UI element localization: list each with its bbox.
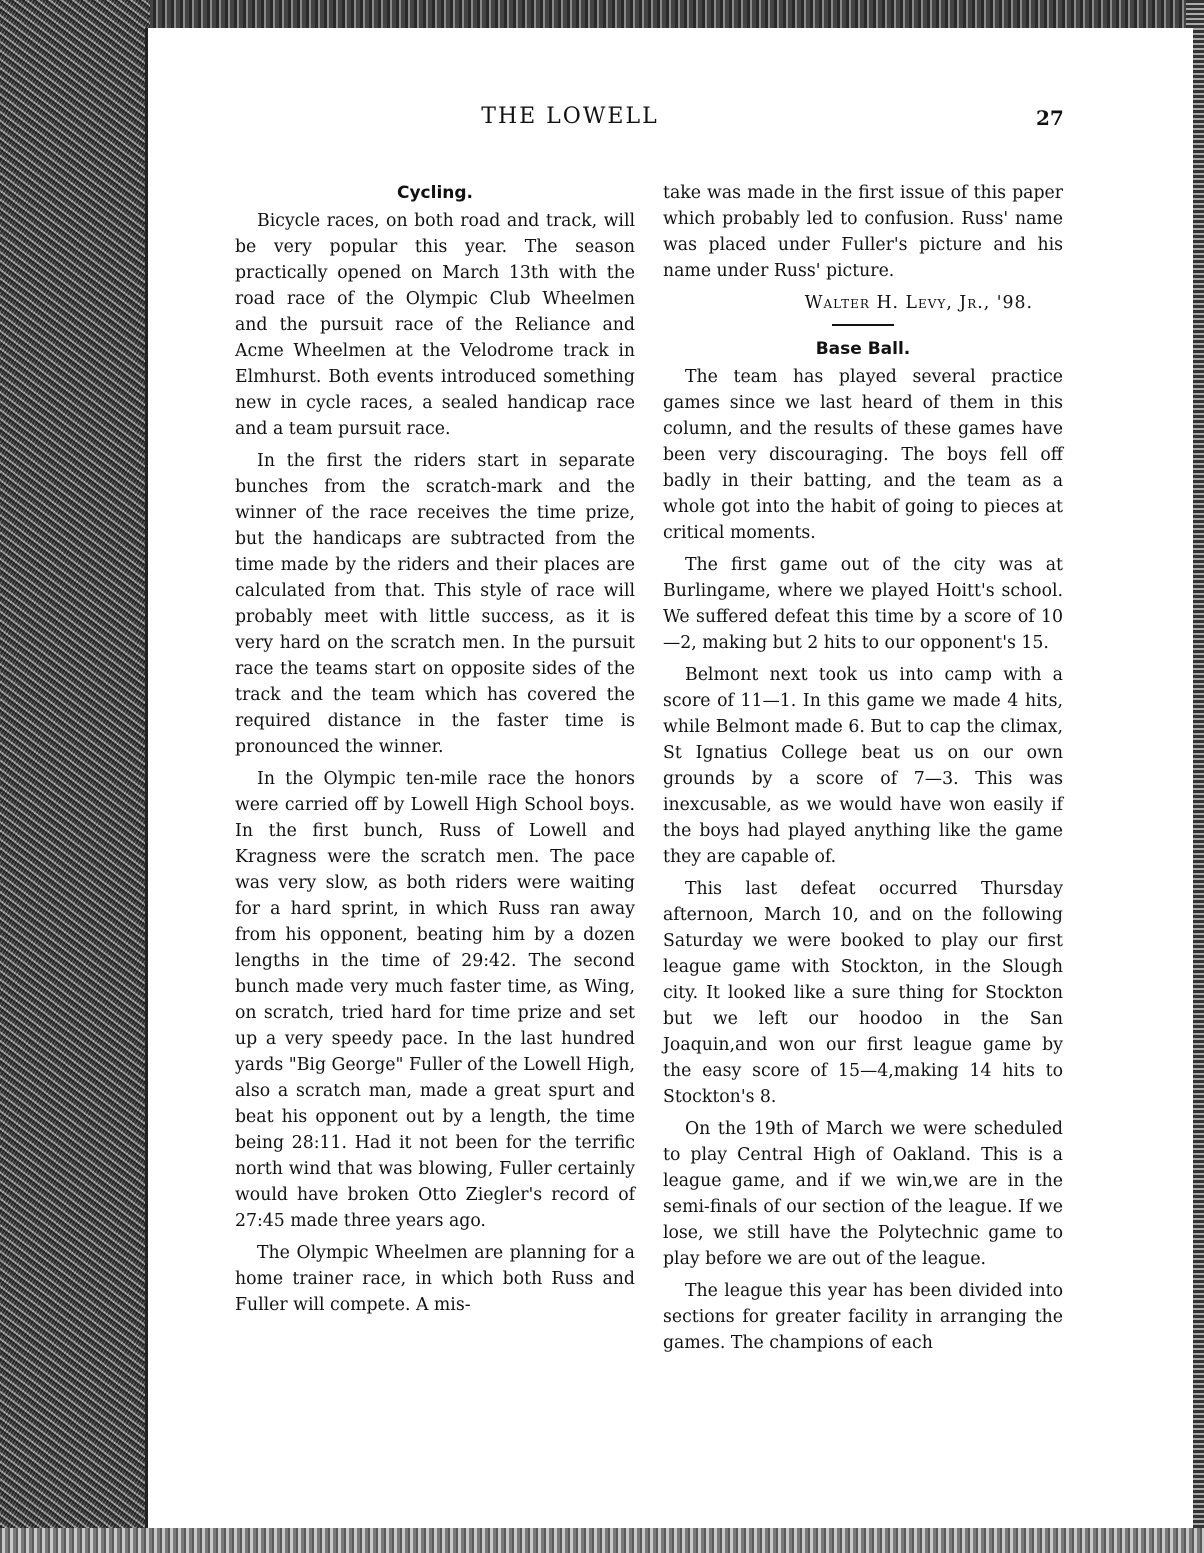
author-signature: Walter H. Levy, Jr., '98. (804, 293, 1033, 313)
cycling-continuation: take was made in the first issue of this paper which probably led to confusion. Russ' name was placed under Fuller's picture and his name under Russ' picture. (663, 183, 1063, 281)
scan-border-top (0, 0, 1204, 30)
baseball-paragraph-6: The league this year has been divided into sections for greater facility in arranging the games. The champions of each (663, 1281, 1063, 1353)
running-header-title: THE LOWELL (481, 104, 659, 129)
page-number: 27 (1036, 106, 1064, 130)
baseball-paragraph-5: On the 19th of March we were scheduled to play Central High of Oakland. This is a league game, and if we win,we are in the semi-finals of our section of the league. If we lose, we still have the Polytechnic game to play before we are out of the league. (663, 1119, 1063, 1269)
baseball-paragraph-2: The first game out of the city was at Burlingame, where we played Hoitt's school. We suffered defeat this time by a score of 10—2, making but 2 hits to our opponent's 15. (663, 555, 1063, 653)
scan-edge-left (0, 0, 150, 1553)
cycling-paragraph-2: In the first the riders start in separate bunches from the scratch-mark and the winner of the race receives the time prize, but the handicaps are subtracted from the time made by the riders and their places are calculated from that. This style of race will probably meet with little success, as it is very hard on the scratch men. In the pursuit race the teams start on opposite sides of the track and the team which has covered the required distance in the faster time is pronounced the winner. (235, 451, 635, 757)
scan-border-bottom (0, 1528, 1204, 1553)
left-column (235, 180, 635, 1324)
baseball-paragraph-3: Belmont next took us into camp with a score of 11—1. In this game we made 4 hits, while Belmont made 6. But to cap the climax, St Ignatius College beat us on our own grounds by a score of 7—3. This was inexcusable, as we would have won easily if the boys had played anything like the game they are capable of. (663, 665, 1063, 867)
baseball-paragraph-1: The team has played several practice games since we last heard of them in this column, and the results of these games have been very discouraging. The boys fell off badly in their batting, and the team as a whole got into the habit of going to pieces at critical moments. (663, 367, 1063, 543)
baseball-paragraph-4: This last defeat occurred Thursday afternoon, March 10, and on the following Saturday we were booked to play our first league game with Stockton, in the Slough city. It looked like a sure thing for Stockton but we left our hoodoo in the San Joaquin,and won our first league game by the easy score of 15—4,making 14 hits to Stockton's 8. (663, 879, 1063, 1107)
cycling-paragraph-3: In the Olympic ten-mile race the honors were carried off by Lowell High School boys. In the first bunch, Russ of Lowell and Kragness were the scratch men. The pace was very slow, as both riders were waiting for a hard sprint, in which Russ ran away from his opponent, beating him by a dozen lengths in the time of 29:42. The second bunch made very much faster time, as Wing, on scratch, tried hard for time prize and set up a very speedy pace. In the last hundred yards "Big George" Fuller of the Lowell High, also a scratch man, made a great spurt and beat his opponent out by a length, the time being 28:11. Had it not been for the terrific north wind that was blowing, Fuller certainly would have broken Otto Ziegler's record of 27:45 made three years ago. (235, 769, 635, 1231)
cycling-heading: Cycling. (396, 183, 474, 203)
section-divider (832, 324, 894, 326)
baseball-heading: Base Ball. (815, 339, 911, 359)
cycling-paragraph-4: The Olympic Wheelmen are planning for a home trainer race, in which both Russ and Fuller will compete. A mis- (235, 1243, 635, 1315)
cycling-paragraph-1: Bicycle races, on both road and track, will be very popular this year. The season practically opened on March 13th with the road race of the Olympic Club Wheelmen and the pursuit race of the Reliance and Acme Wheelmen at the Velodrome track in Elmhurst. Both events introduced something new in cycle races, a sealed handicap race and a team pursuit race. (235, 211, 635, 439)
right-column (663, 180, 1063, 1362)
